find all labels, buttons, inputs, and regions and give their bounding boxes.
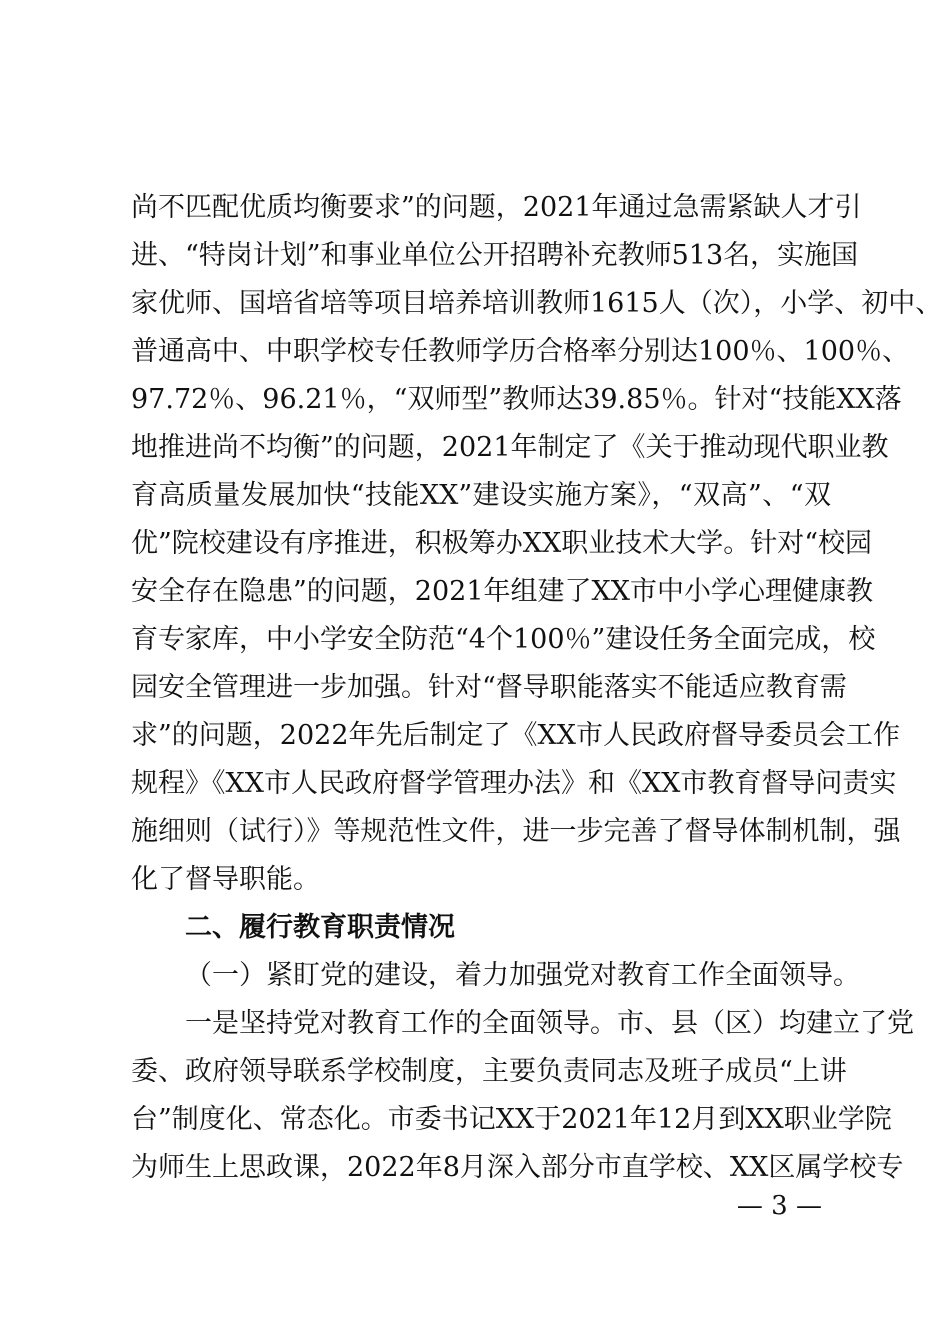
section-heading: 二、履行教育职责情况 [185, 912, 455, 943]
body-line-8: 优”院校建设有序推进，积极筹办XX职业技术大学。针对“校园 [131, 528, 873, 559]
body-line-13: 规程》《XX市人民政府督学管理办法》和《XX市教育督导问责实 [131, 768, 897, 799]
body-line-2: 进、“特岗计划”和事业单位公开招聘补充教师513名，实施国 [131, 240, 859, 271]
paragraph-line-1: 一是坚持党对教育工作的全面领导。市、县（区）均建立了党 [185, 1008, 914, 1039]
body-line-10: 育专家库，中小学安全防范“4个100％”建设任务全面完成，校 [131, 624, 876, 655]
paragraph-line-3: 台”制度化、常态化。市委书记XX于2021年12月到XX职业学院 [131, 1104, 892, 1135]
page-number: — 3 — [736, 1191, 822, 1221]
paragraph-line-4: 为师生上思政课，2022年8月深入部分市直学校、XX区属学校专 [131, 1152, 904, 1183]
body-line-6: 地推进尚不均衡”的问题，2021年制定了《关于推动现代职业教 [131, 432, 889, 463]
body-line-14: 施细则（试行）》等规范性文件，进一步完善了督导体制机制，强 [131, 816, 901, 847]
body-line-9: 安全存在隐患”的问题，2021年组建了XX市中小学心理健康教 [131, 576, 873, 607]
subsection-heading: （一）紧盯党的建设，着力加强党对教育工作全面领导。 [185, 960, 860, 991]
body-line-4: 普通高中、中职学校专任教师学历合格率分别达100％、100％、 [131, 336, 910, 367]
body-line-12: 求”的问题，2022年先后制定了《XX市人民政府督导委员会工作 [131, 720, 900, 751]
body-line-15: 化了督导职能。 [131, 864, 320, 895]
body-line-1: 尚不匹配优质均衡要求”的问题，2021年通过急需紧缺人才引 [131, 192, 862, 223]
body-line-3: 家优师、国培省培等项目培养培训教师1615人（次），小学、初中、 [131, 288, 943, 319]
body-line-5: 97.72％、96.21％，“双师型”教师达39.85％。针对“技能XX落 [131, 384, 902, 415]
body-line-7: 育高质量发展加快“技能XX”建设实施方案》，“双高”、“双 [131, 480, 831, 511]
paragraph-line-2: 委、政府领导联系学校制度，主要负责同志及班子成员“上讲 [131, 1056, 847, 1087]
body-line-11: 园安全管理进一步加强。针对“督导职能落实不能适应教育需 [131, 672, 847, 703]
